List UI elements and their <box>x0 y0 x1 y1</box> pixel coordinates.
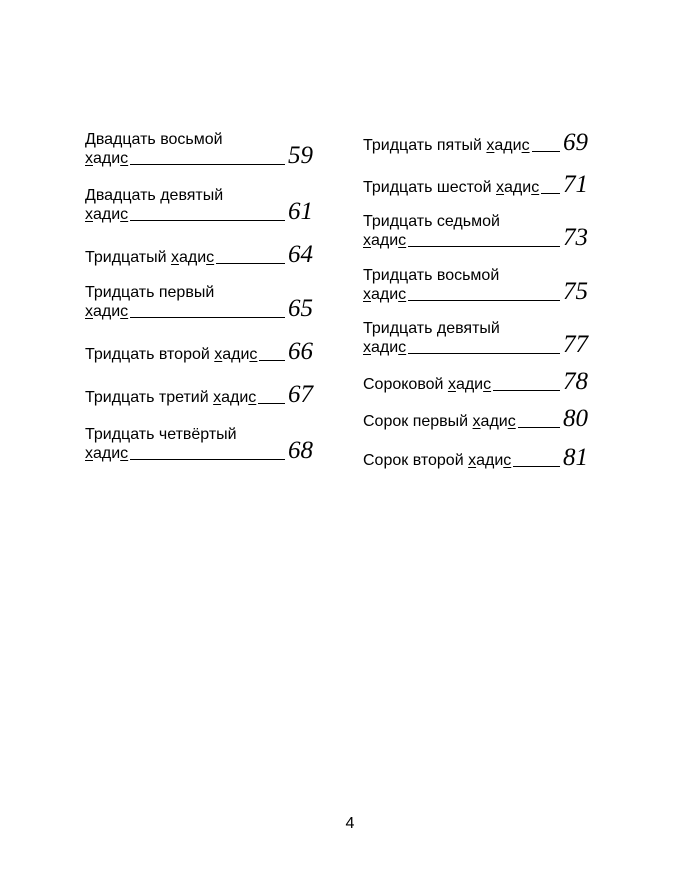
toc-entry-title-word: с <box>398 286 407 303</box>
toc-leader-line <box>130 220 285 221</box>
toc-entry[interactable] <box>363 130 593 155</box>
toc-entry[interactable] <box>85 382 318 407</box>
toc-leader-line <box>408 246 560 247</box>
toc-page-number: 75 <box>563 278 588 305</box>
toc-entry-title-word: х <box>486 137 495 154</box>
toc-entry-title <box>85 345 286 364</box>
toc-entry-title-word: ади <box>93 206 121 223</box>
toc-leader-line <box>408 353 560 354</box>
toc-entry-title-word: х <box>214 346 223 363</box>
toc-entry[interactable] <box>363 406 593 431</box>
toc-entry[interactable] <box>85 425 318 463</box>
toc-entry-title <box>363 412 561 431</box>
toc-entry-title <box>85 130 286 168</box>
toc-page-number: 69 <box>563 129 588 156</box>
toc-leader-line <box>130 459 285 460</box>
toc-entry-title-word: х <box>472 413 481 430</box>
toc-entry-title-word: х <box>363 339 371 356</box>
toc-entry-title-prefix: Тридцать второй <box>85 346 215 363</box>
toc-entry-title-word: с <box>120 445 129 462</box>
toc-entry[interactable] <box>85 186 318 224</box>
toc-leader-line <box>493 390 560 391</box>
toc-entry-title-word: ади <box>178 249 207 266</box>
toc-entry-title-word: х <box>85 206 93 223</box>
toc-leader-line <box>513 466 560 467</box>
toc-entry-title-prefix: Тридцать пятый <box>363 137 487 154</box>
toc-entry[interactable] <box>85 339 318 364</box>
toc-entry-title-word: ади <box>504 179 532 196</box>
toc-entry-title <box>85 186 286 224</box>
toc-entry-title-word: х <box>363 232 371 249</box>
toc-entry-title <box>363 375 561 394</box>
toc-entry-title-word: с <box>503 452 512 469</box>
toc-entry-title-word: с <box>249 346 258 363</box>
toc-entry-title-word: ади <box>221 389 249 406</box>
toc-page-number: 59 <box>288 142 313 169</box>
toc-left-column <box>85 130 318 463</box>
toc-leader-line <box>130 317 285 318</box>
toc-page-number: 71 <box>563 171 588 198</box>
toc-entry-title <box>85 283 286 321</box>
toc-entry-title <box>85 425 286 463</box>
toc-entry-title-line: Тридцать восьмой <box>363 267 500 284</box>
toc-entry-title-prefix: Тридцать третий <box>85 389 214 406</box>
toc-entry-title-prefix: Сорок второй <box>363 452 469 469</box>
toc-entry[interactable] <box>363 266 593 304</box>
toc-entry-title-word: ади <box>371 232 399 249</box>
toc-entry-title <box>363 266 561 304</box>
toc-page-number: 81 <box>563 444 588 471</box>
toc-entry-title-line: Тридцать седьмой <box>363 213 500 230</box>
toc-entry-title-word: х <box>85 150 93 167</box>
toc-entry-title-word: ади <box>494 137 522 154</box>
toc-leader-line <box>258 403 285 404</box>
toc-entry-title-word: ади <box>371 286 399 303</box>
toc-entry-title-word: х <box>85 303 93 320</box>
toc-entry[interactable] <box>363 319 593 357</box>
toc-entry[interactable] <box>363 212 593 250</box>
toc-entry-title <box>363 319 561 357</box>
toc-page-number: 68 <box>288 437 313 464</box>
toc-entry-title-word: с <box>248 389 257 406</box>
toc-entry[interactable] <box>363 172 593 197</box>
toc-entry-title-word: ади <box>480 413 508 430</box>
toc-entry-title-word: х <box>468 452 477 469</box>
toc-leader-line <box>408 300 560 301</box>
toc-entry-title-line: Двадцать девятый <box>85 187 224 204</box>
toc-entry-title <box>363 136 561 155</box>
toc-entry-title <box>85 388 286 407</box>
toc-entry-title-word: х <box>213 389 222 406</box>
toc-leader-line <box>532 151 560 152</box>
toc-entry-title <box>363 178 561 197</box>
toc-entry-title-word: х <box>170 249 179 266</box>
toc-right-column <box>363 130 593 470</box>
toc-entry-title-prefix: Тридцатый <box>85 249 171 266</box>
toc-entry[interactable] <box>363 369 593 394</box>
page-number: 4 <box>345 815 355 832</box>
toc-entry-title-word: ади <box>222 346 250 363</box>
toc-page-number: 64 <box>288 241 313 268</box>
toc-page-number: 66 <box>288 338 313 365</box>
toc-page-number: 78 <box>563 368 588 395</box>
toc-entry-title-word: с <box>120 206 129 223</box>
toc-entry-title-word: ади <box>476 452 504 469</box>
toc-entry-title-word: ади <box>93 303 121 320</box>
toc-entry-title-line: Тридцать четвёртый <box>85 426 237 443</box>
toc-entry-title-word: с <box>507 413 516 430</box>
toc-entry-title-word: х <box>85 445 93 462</box>
toc-entry-title-word: х <box>363 286 371 303</box>
toc-entry-title <box>85 248 286 267</box>
toc-entry-title-word: ади <box>455 376 484 393</box>
toc-entry-title-word: с <box>483 376 492 393</box>
toc-entry-title-line: Тридцать девятый <box>363 320 500 337</box>
toc-entry-title-word: ади <box>371 339 399 356</box>
toc-entry[interactable] <box>85 283 318 321</box>
toc-page-number: 61 <box>288 198 313 225</box>
toc-page-number: 65 <box>288 295 313 322</box>
toc-entry-title-word: х <box>496 179 505 196</box>
toc-entry-title-word: с <box>531 179 540 196</box>
toc-entry-title-word: ади <box>93 445 121 462</box>
toc-leader-line <box>259 360 285 361</box>
toc-entry-title-prefix: Сороковой <box>363 376 448 393</box>
toc-entry-title-word: с <box>120 303 129 320</box>
toc-entry-title-word: с <box>120 150 129 167</box>
toc-entry-title-word: ади <box>93 150 121 167</box>
toc-page-number: 77 <box>563 331 588 358</box>
toc-entry[interactable] <box>363 445 593 470</box>
toc-entry[interactable] <box>85 242 318 267</box>
toc-entry-title-word: с <box>398 339 407 356</box>
toc-entry-title-line: Тридцать первый <box>85 284 215 301</box>
toc-page-number: 73 <box>563 224 588 251</box>
toc-page-number: 80 <box>563 405 588 432</box>
toc-entry-title <box>363 451 561 470</box>
toc-entry[interactable] <box>85 130 318 168</box>
toc-leader-line <box>541 193 560 194</box>
toc-entry-title <box>363 212 561 250</box>
toc-entry-title-prefix: Сорок первый <box>363 413 473 430</box>
toc-leader-line <box>130 164 285 165</box>
toc-entry-title-line: Двадцать восьмой <box>85 131 223 148</box>
toc-entry-title-word: с <box>521 137 530 154</box>
toc-leader-line <box>216 263 285 264</box>
toc-leader-line <box>518 427 560 428</box>
toc-entry-title-prefix: Тридцать шестой <box>363 179 497 196</box>
toc-entry-title-word: х <box>447 376 456 393</box>
toc-page-number: 67 <box>288 381 313 408</box>
toc-entry-title-word: с <box>398 232 407 249</box>
toc-entry-title-word: с <box>206 249 215 266</box>
